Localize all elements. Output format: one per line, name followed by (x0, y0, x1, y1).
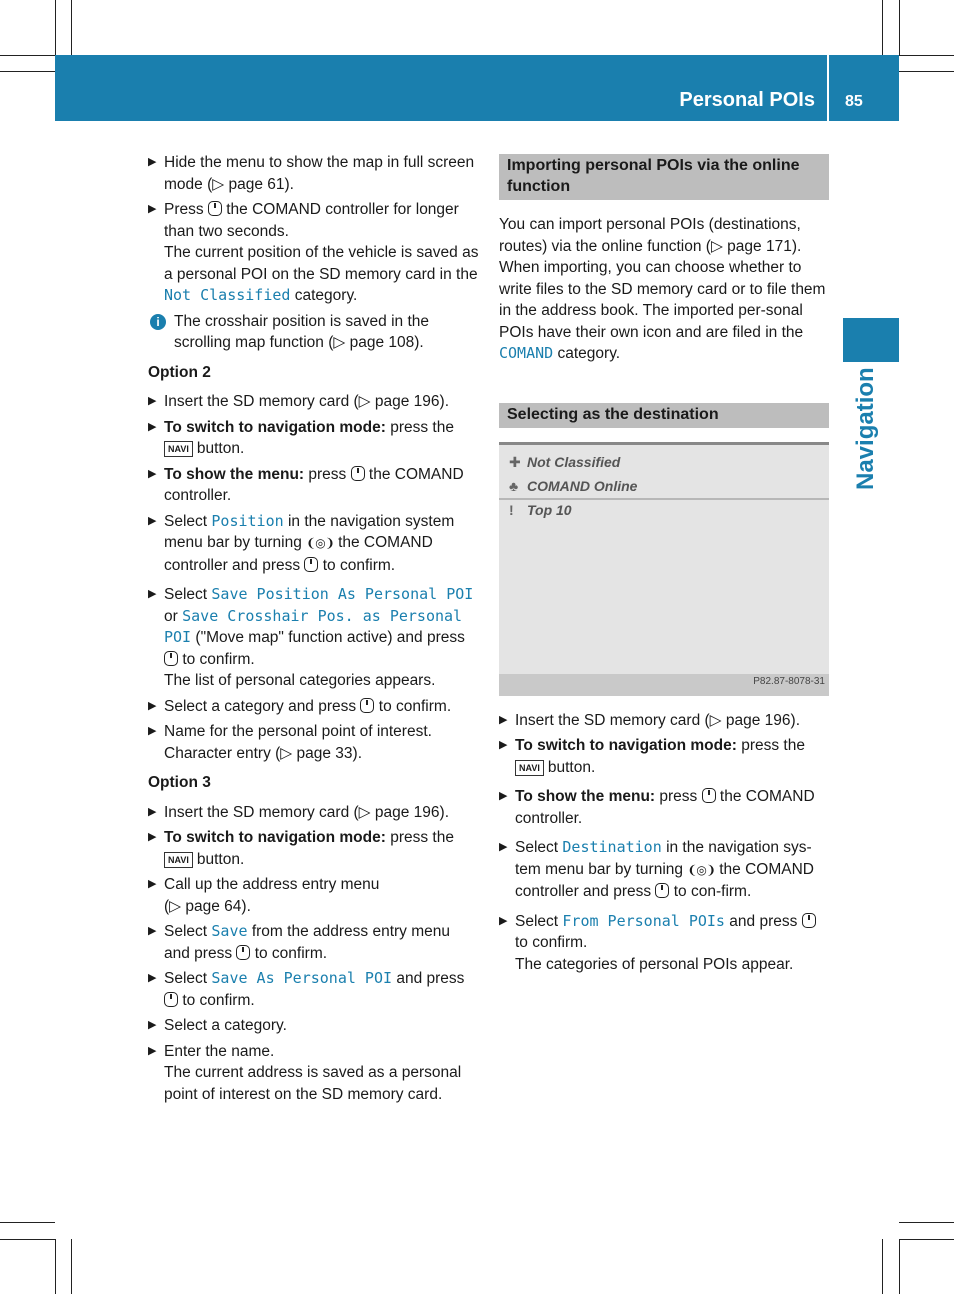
crop-mark (0, 1239, 55, 1240)
bullet-arrow-icon: ▶ (499, 739, 508, 751)
paragraph: You can import personal POIs (destinations, routes) via the online function (▷ page 171). When importing, you can choose whether to write files to the SD memory card or to file them in the address book. The imported per-sonal POIs have their own icon and are filed in the COMAND category. (499, 216, 826, 362)
list-item: ▶ Insert the SD memory card (▷ page 196). (148, 802, 480, 824)
menu-item-code: From Personal POIs (562, 911, 725, 930)
crop-mark (899, 55, 954, 56)
crop-mark (899, 0, 900, 55)
controller-press-icon (360, 698, 374, 713)
menu-item-code: Position (211, 511, 284, 530)
list-item: ▶ Select Destination in the navigation sys-tem menu bar by turning ❨◎❩ the COMAND controller and press to con-firm. (499, 838, 814, 900)
crop-mark (71, 0, 72, 55)
crop-mark (899, 71, 954, 72)
list-item: ▶ Insert the SD memory card (▷ page 196). (148, 391, 480, 413)
navi-key-icon: NAVI (515, 760, 544, 776)
controller-turn-icon: ❨◎❩ (687, 862, 715, 877)
list-item: ▶ Select Position in the navigation system menu bar by turning ❨◎❩ the COMAND controller and press to confirm. (148, 511, 455, 574)
display-screenshot (499, 442, 829, 696)
bullet-arrow-icon: ▶ (148, 805, 157, 818)
bullet-arrow-icon: ▶ (499, 914, 508, 927)
menu-item-code: Not Classified (164, 286, 291, 304)
list-item: ▶ Call up the address entry menu (▷ page 64). (148, 876, 380, 915)
bullet-arrow-icon: ▶ (148, 972, 157, 984)
section-heading: Importing personal POIs via the online function (499, 154, 829, 200)
menu-item-code: Save (211, 922, 248, 940)
screen-list-item: ✚ Not Classified (509, 452, 620, 474)
bullet-arrow-icon: ▶ (148, 588, 157, 600)
navi-key-icon: NAVI (164, 441, 193, 457)
list-item: ▶ To show the menu: press the COMAND controller. (499, 788, 815, 827)
screen-list-item: ! Top 10 (509, 500, 572, 522)
crop-mark (899, 1239, 900, 1294)
list-item: ▶ Select Save As Personal POI and press to confirm. (148, 969, 465, 1009)
info-note: i The crosshair position is saved in the scrolling map function (▷ page 108). (148, 311, 480, 354)
bullet-arrow-icon: ▶ (148, 725, 157, 737)
right-column (499, 154, 829, 979)
bullet-arrow-icon: ▶ (148, 699, 157, 712)
crop-mark (899, 1222, 954, 1223)
side-tab (843, 318, 899, 362)
crop-mark (71, 1239, 72, 1294)
menu-item-code: COMAND (499, 344, 554, 362)
controller-press-icon (655, 883, 669, 898)
list-item: ▶ To switch to navigation mode: press the NAVI button. (499, 737, 805, 776)
bullet-arrow-icon: ▶ (148, 1044, 157, 1057)
crop-mark (55, 1239, 56, 1294)
list-item: ▶ Enter the name. The current address is saved as a personal point of interest on the SD memory card. (148, 1042, 462, 1103)
crop-mark (55, 0, 56, 55)
side-section-label: Navigation (852, 367, 879, 490)
screen-top-bar (499, 442, 829, 445)
navi-key-icon: NAVI (164, 852, 193, 868)
info-icon: i (150, 314, 166, 330)
online-icon: ♣ (509, 477, 519, 494)
menu-item-code: Save Crosshair Pos. as Personal POI (164, 606, 463, 646)
controller-press-icon (304, 557, 318, 572)
menu-item-code: Destination (562, 838, 662, 856)
list-item: ▶ Insert the SD memory card (▷ page 196). (499, 710, 829, 732)
header-divider (827, 55, 829, 121)
controller-press-icon (802, 913, 816, 928)
list-item: ▶ Name for the personal point of interest. Character entry (▷ page 33). (148, 723, 432, 762)
section-heading: Selecting as the destination (499, 403, 829, 428)
controller-press-icon (236, 945, 250, 960)
list-item: ▶ Select a category and press to confirm. (148, 696, 480, 718)
bullet-arrow-icon: ▶ (499, 790, 508, 802)
controller-turn-icon: ❨◎❩ (306, 536, 334, 550)
list-item: ▶ To switch to navigation mode: press the NAVI button. (148, 829, 454, 868)
page-number: 85 (845, 93, 863, 110)
bullet-arrow-icon: ▶ (148, 156, 157, 168)
crop-mark (882, 1239, 883, 1294)
list-item: ▶ Hide the menu to show the map in full screen mode (▷ page 61). (148, 154, 475, 193)
page-header (55, 55, 899, 121)
plus-icon: ✚ (509, 453, 521, 470)
bullet-arrow-icon: ▶ (499, 841, 508, 853)
crop-mark (0, 55, 55, 56)
crop-mark (0, 71, 55, 72)
top10-icon: ! (509, 501, 514, 518)
bullet-arrow-icon: ▶ (148, 514, 157, 527)
image-code: P82.87-8078-31 (753, 676, 825, 687)
controller-press-icon (351, 466, 365, 481)
list-item: ▶ Select a category. (148, 1015, 480, 1037)
bullet-arrow-icon: ▶ (148, 831, 157, 843)
option-heading: Option 3 (148, 774, 211, 791)
controller-press-icon (164, 992, 178, 1007)
left-column (148, 152, 480, 1109)
list-item: ▶ To switch to navigation mode: press the NAVI button. (148, 418, 454, 457)
crop-mark (899, 1239, 954, 1240)
list-item: ▶ Press the COMAND controller for longer than two seconds. The current position of the vehicle is saved as a personal POI on the SD memory card in the Not Classified category. (148, 201, 479, 304)
page-title: Personal POIs (679, 89, 815, 111)
bullet-arrow-icon: ▶ (148, 878, 157, 890)
crop-mark (882, 0, 883, 55)
controller-press-icon (702, 788, 716, 803)
bullet-arrow-icon: ▶ (148, 203, 157, 215)
screen-list-item: ♣ COMAND Online (509, 476, 637, 498)
menu-item-code: Save As Personal POI (211, 969, 393, 987)
bullet-arrow-icon: ▶ (499, 713, 508, 726)
menu-item-code: Save Position As Personal POI (211, 585, 474, 603)
list-item: ▶ Select Save from the address entry menu and press to confirm. (148, 922, 450, 962)
list-item: ▶ To show the menu: press the COMAND controller. (148, 465, 464, 504)
list-item: ▶ Select From Personal POIs and press to confirm. The categories of personal POIs appear. (499, 911, 829, 976)
controller-press-icon (208, 201, 222, 216)
bullet-arrow-icon: ▶ (148, 925, 157, 937)
bullet-arrow-icon: ▶ (148, 395, 157, 407)
controller-press-icon (164, 651, 178, 666)
bullet-arrow-icon: ▶ (148, 420, 157, 433)
bullet-arrow-icon: ▶ (148, 1019, 157, 1031)
crop-mark (0, 1222, 55, 1223)
option-heading: Option 2 (148, 363, 211, 381)
list-item: ▶ Select Save Position As Personal POI or Save Crosshair Pos. as Personal POI ("Move map" function active) and press to confirm. The list of personal categories appears. (148, 585, 474, 689)
bullet-arrow-icon: ▶ (148, 467, 157, 480)
